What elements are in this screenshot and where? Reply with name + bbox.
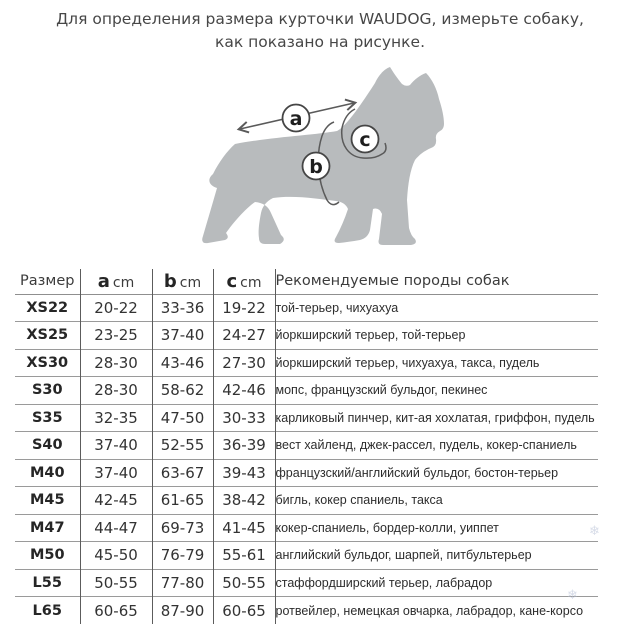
size-cell: S35 (15, 404, 80, 432)
measure-b-cell: 43-46 (152, 349, 213, 377)
measure-a-cell: 32-35 (80, 404, 152, 432)
size-cell: XS25 (15, 322, 80, 350)
measure-a-cell: 23-25 (80, 322, 152, 350)
measure-c-cell: 55-61 (213, 542, 275, 570)
measure-c-badge (352, 126, 379, 153)
measure-c-cell: 60-65 (213, 597, 275, 625)
size-cell: M47 (15, 514, 80, 542)
size-cell: M40 (15, 459, 80, 487)
breeds-cell: кокер-спаниель, бордер-колли, уиппет (275, 520, 499, 535)
breeds-cell: бигль, кокер спаниель, такса (275, 493, 443, 508)
size-cell: M45 (15, 487, 80, 515)
measure-c-cell: 36-39 (213, 432, 275, 460)
measure-c-cell: 19-22 (213, 294, 275, 322)
size-cell: XS30 (15, 349, 80, 377)
measure-c-cell: 39-43 (213, 459, 275, 487)
measure-c-cell: 27-30 (213, 349, 275, 377)
breeds-cell: йоркширский терьер, чихуахуа, такса, пудель (275, 355, 540, 370)
table-row (15, 294, 598, 322)
measure-b-label: b (309, 156, 323, 178)
table-row (15, 597, 598, 625)
table-row (15, 349, 598, 377)
table-row (15, 377, 598, 405)
measure-c-cell: 30-33 (213, 404, 275, 432)
size-cell: S30 (15, 377, 80, 405)
measure-a-cell: 44-47 (80, 514, 152, 542)
snowflake-icon: ❄ (567, 588, 578, 603)
breeds-cell: ротвейлер, немецкая овчарка, лабрадор, кане-корсо (275, 603, 584, 618)
measure-b-badge (303, 153, 330, 180)
measure-c-letter: c (226, 270, 238, 292)
breeds-cell: той-терьер, чихуахуа (275, 300, 399, 315)
size-cell: L55 (15, 569, 80, 597)
breeds-cell: мопс, французский бульдог, пекинес (275, 383, 488, 398)
header-measure-a (80, 269, 152, 294)
header-size: Размер (15, 269, 80, 294)
measure-c-cell: 24-27 (213, 322, 275, 350)
breeds-cell: стаффордширский терьер, лабрадор (275, 575, 493, 590)
header-measure-b (152, 269, 213, 294)
unit-label: cm (112, 274, 135, 291)
breeds-cell: французский/английский бульдог, бостон-терьер (275, 465, 559, 480)
measure-c-cell: 41-45 (213, 514, 275, 542)
size-cell: M50 (15, 542, 80, 570)
breeds-cell: вест хайленд, джек-рассел, пудель, кокер-спаниель (275, 438, 577, 453)
measure-b-cell: 37-40 (152, 322, 213, 350)
measure-c-cell: 38-42 (213, 487, 275, 515)
unit-label: cm (240, 274, 262, 291)
size-table (15, 269, 598, 624)
measure-b-cell: 76-79 (152, 542, 213, 570)
table-row (15, 432, 598, 460)
table-row (15, 404, 598, 432)
table-row (15, 487, 598, 515)
measure-c-label: c (359, 129, 371, 151)
measure-b-cell: 77-80 (152, 569, 213, 597)
measure-b-cell: 33-36 (152, 294, 213, 322)
measure-a-badge (283, 105, 310, 132)
size-table-body (15, 294, 598, 624)
table-row (15, 459, 598, 487)
measure-a-cell: 37-40 (80, 459, 152, 487)
measure-c-cell: 50-55 (213, 569, 275, 597)
table-row (15, 514, 598, 542)
measure-a-cell: 20-22 (80, 294, 152, 322)
measure-a-cell: 37-40 (80, 432, 152, 460)
measure-c-cell: 42-46 (213, 377, 275, 405)
size-cell: L65 (15, 597, 80, 625)
instruction-text: Для определения размера курточки WAUDOG, измерьте собаку, как показано на рисунке. (56, 10, 584, 51)
table-row (15, 569, 598, 597)
measure-a-cell: 60-65 (80, 597, 152, 625)
measure-a-cell: 45-50 (80, 542, 152, 570)
unit-label: cm (179, 274, 202, 291)
measure-b-cell: 69-73 (152, 514, 213, 542)
table-row (15, 542, 598, 570)
measure-b-letter: b (163, 270, 177, 292)
breeds-cell: английский бульдог, шарпей, питбультерьер (275, 548, 532, 563)
size-table-header (15, 269, 598, 294)
size-cell: S40 (15, 432, 80, 460)
measure-a-letter: a (97, 270, 110, 292)
measure-b-cell: 47-50 (152, 404, 213, 432)
measure-b-cell: 52-55 (152, 432, 213, 460)
measure-a-cell: 28-30 (80, 349, 152, 377)
breeds-cell: йоркширский терьер, той-терьер (275, 328, 466, 343)
measure-a-cell: 28-30 (80, 377, 152, 405)
header-breeds: Рекомендуемые породы собак (275, 273, 510, 290)
measure-b-cell: 63-67 (152, 459, 213, 487)
dog-measurement-diagram (183, 52, 483, 264)
header-row (15, 269, 598, 294)
breeds-cell: карликовый пинчер, кит-ая хохлатая, гриффон, пудель (275, 410, 595, 425)
measure-a-label: a (289, 108, 303, 130)
measure-b-cell: 58-62 (152, 377, 213, 405)
measure-b-cell: 61-65 (152, 487, 213, 515)
snowflake-icon: ❄ (589, 524, 600, 539)
header-measure-c (213, 269, 275, 294)
size-cell: XS22 (15, 294, 80, 322)
measure-a-cell: 42-45 (80, 487, 152, 515)
measure-a-cell: 50-55 (80, 569, 152, 597)
table-row (15, 322, 598, 350)
measure-b-cell: 87-90 (152, 597, 213, 625)
